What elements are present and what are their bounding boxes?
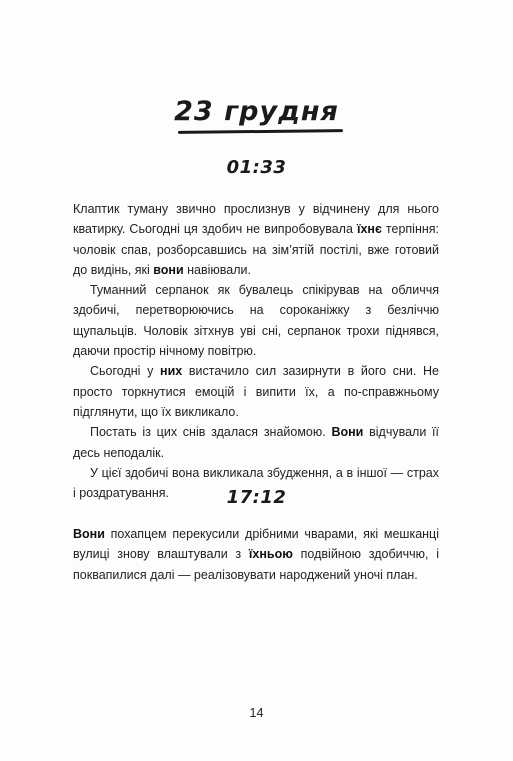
time-heading-2: 17:12 [226, 487, 287, 508]
paragraph: У цієї здобичі вона викликала збудження, а в іншої — страх і роздратування. [73, 465, 439, 501]
emphasis: їхньою [248, 547, 293, 562]
text-run: подвійною здобиччю, і поквапилися далі — реалізовувати народжений уночі план. [73, 547, 439, 582]
section-1-body [73, 199, 439, 503]
paragraph [73, 422, 439, 463]
emphasis: них [160, 364, 183, 379]
paragraph [73, 199, 439, 280]
paragraph [73, 361, 439, 422]
page-number: 14 [249, 706, 264, 720]
section-2-body [73, 524, 439, 585]
paragraph [73, 524, 439, 585]
text-run: Постать із цих снів здалася знайомою. [90, 425, 332, 440]
text-run: терпіння: чоловік спав, розборсавшись на зім’ятій постілі, вже готовий до видінь, які [73, 222, 440, 277]
emphasis: вони [153, 262, 184, 277]
text-run: Клаптик туману звично прослизнув у відчинену для нього кватирку. Сьогодні ця здобич не випробовувала [73, 202, 439, 237]
title-underline [178, 129, 343, 134]
emphasis: їхнє [356, 222, 382, 237]
emphasis: Вони [73, 527, 105, 541]
text-run: навіювали. [183, 262, 251, 277]
text-run: похапцем перекусили дрібними чварами, які мешканці вулиці знову влаштували з [73, 527, 439, 562]
time-heading-1: 01:33 [226, 157, 287, 178]
text-run: відчували її десь неподалік. [73, 425, 439, 460]
text-run: вистачило сил зазирнути в його сни. Не просто торкнутися емоцій і випити їх, а по-справжньому підглянути, що їх викликало. [73, 364, 440, 419]
paragraph: Туманний серпанок як бувалець спікірував на обличчя здобичі, перетворюючись на сороканіжку з безліччю щупальців. Чоловік зітхнув уві сні, серпанок трохи піднявся, даючи простір нічному повітрю. [73, 283, 439, 359]
chapter-title: 23 грудня [174, 96, 339, 127]
text-run: Сьогодні у [90, 364, 161, 379]
emphasis: Вони [331, 425, 364, 440]
